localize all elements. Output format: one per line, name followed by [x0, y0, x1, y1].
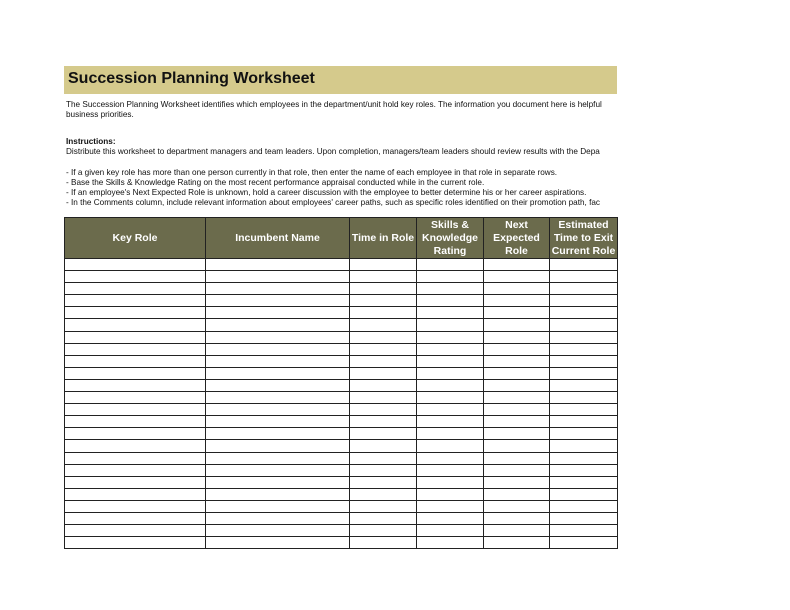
- table-row: [65, 500, 618, 512]
- intro-text: The Succession Planning Worksheet identifies which employees in the department/unit hold key roles. The information you document here is helpful: [66, 100, 602, 109]
- table-cell[interactable]: [417, 367, 484, 379]
- table-cell[interactable]: [65, 295, 206, 307]
- table-cell[interactable]: [484, 452, 550, 464]
- table-cell[interactable]: [350, 404, 417, 416]
- table-cell[interactable]: [417, 512, 484, 524]
- bullet: - If an employee's Next Expected Role is unknown, hold a career discussion with the employee to better determine his or her career aspirations.: [66, 188, 587, 197]
- table-cell[interactable]: [206, 343, 350, 355]
- title-bar: [64, 66, 617, 94]
- table-cell[interactable]: [350, 488, 417, 500]
- table-cell[interactable]: [417, 259, 484, 271]
- page-title: Succession Planning Worksheet: [68, 70, 315, 87]
- table-cell[interactable]: [550, 416, 618, 428]
- table-cell[interactable]: [550, 355, 618, 367]
- table-cell[interactable]: [550, 295, 618, 307]
- table-cell[interactable]: [550, 343, 618, 355]
- table-cell[interactable]: [484, 343, 550, 355]
- table-row: [65, 428, 618, 440]
- table-cell[interactable]: [206, 488, 350, 500]
- table-cell[interactable]: [550, 259, 618, 271]
- table-cell[interactable]: [350, 259, 417, 271]
- table-row: [65, 379, 618, 391]
- table-cell[interactable]: [550, 452, 618, 464]
- table-cell[interactable]: [484, 392, 550, 404]
- table-cell[interactable]: [550, 476, 618, 488]
- table-cell[interactable]: [484, 464, 550, 476]
- table-cell[interactable]: [206, 379, 350, 391]
- table-cell[interactable]: [484, 476, 550, 488]
- table-cell[interactable]: [417, 500, 484, 512]
- table-cell[interactable]: [350, 476, 417, 488]
- table-cell[interactable]: [417, 537, 484, 549]
- table-cell[interactable]: [206, 537, 350, 549]
- succession-table: [64, 217, 618, 549]
- col-incumbent-name: Incumbent Name: [206, 218, 350, 259]
- table-cell[interactable]: [350, 464, 417, 476]
- table-cell[interactable]: [484, 379, 550, 391]
- table-row: [65, 343, 618, 355]
- table-cell[interactable]: [417, 295, 484, 307]
- table-cell[interactable]: [65, 367, 206, 379]
- table-cell[interactable]: [206, 464, 350, 476]
- table-row: [65, 295, 618, 307]
- table-row: [65, 416, 618, 428]
- table-cell[interactable]: [206, 271, 350, 283]
- table-cell[interactable]: [550, 464, 618, 476]
- table-cell[interactable]: [206, 428, 350, 440]
- table-cell[interactable]: [65, 283, 206, 295]
- table-cell[interactable]: [417, 343, 484, 355]
- table-cell[interactable]: [550, 283, 618, 295]
- table-row: [65, 259, 618, 271]
- table-cell[interactable]: [206, 259, 350, 271]
- table-cell[interactable]: [206, 525, 350, 537]
- table-cell[interactable]: [417, 392, 484, 404]
- table-row: [65, 355, 618, 367]
- table-cell[interactable]: [550, 404, 618, 416]
- table-cell[interactable]: [417, 331, 484, 343]
- table-cell[interactable]: [417, 416, 484, 428]
- table-cell[interactable]: [206, 355, 350, 367]
- col-skills-rating: Skills & Knowledge Rating: [417, 218, 484, 259]
- table-cell[interactable]: [206, 452, 350, 464]
- table-cell[interactable]: [206, 416, 350, 428]
- table-cell[interactable]: [550, 271, 618, 283]
- table-cell[interactable]: [484, 440, 550, 452]
- table-cell[interactable]: [206, 476, 350, 488]
- table-row: [65, 319, 618, 331]
- instructions-heading: Instructions:: [66, 137, 116, 146]
- table-cell[interactable]: [417, 283, 484, 295]
- table-cell[interactable]: [65, 488, 206, 500]
- intro-text-2: business priorities.: [66, 110, 134, 119]
- table-cell[interactable]: [65, 331, 206, 343]
- table-cell[interactable]: [350, 295, 417, 307]
- table-cell[interactable]: [550, 525, 618, 537]
- table-cell[interactable]: [65, 319, 206, 331]
- table-cell[interactable]: [206, 319, 350, 331]
- table-cell[interactable]: [484, 428, 550, 440]
- table-cell[interactable]: [417, 452, 484, 464]
- table-cell[interactable]: [550, 319, 618, 331]
- table-cell[interactable]: [484, 367, 550, 379]
- table-cell[interactable]: [350, 367, 417, 379]
- table-row: [65, 367, 618, 379]
- table-cell[interactable]: [206, 404, 350, 416]
- table-row: [65, 271, 618, 283]
- table-cell[interactable]: [550, 392, 618, 404]
- table-cell[interactable]: [484, 271, 550, 283]
- table-cell[interactable]: [550, 428, 618, 440]
- table-cell[interactable]: [350, 416, 417, 428]
- table-cell[interactable]: [350, 440, 417, 452]
- table-cell[interactable]: [65, 452, 206, 464]
- table-cell[interactable]: [206, 307, 350, 319]
- table-cell[interactable]: [550, 512, 618, 524]
- table-cell[interactable]: [484, 331, 550, 343]
- bullet: - In the Comments column, include relevant information about employees' career paths, such as specific roles identified on their promotion path, fac: [66, 198, 601, 207]
- table-cell[interactable]: [417, 464, 484, 476]
- table-cell[interactable]: [550, 537, 618, 549]
- table-cell[interactable]: [484, 283, 550, 295]
- table-cell[interactable]: [350, 343, 417, 355]
- table-cell[interactable]: [206, 440, 350, 452]
- table-cell[interactable]: [417, 307, 484, 319]
- table-cell[interactable]: [65, 440, 206, 452]
- table-cell[interactable]: [417, 488, 484, 500]
- table-cell[interactable]: [65, 416, 206, 428]
- table-cell[interactable]: [417, 476, 484, 488]
- table-cell[interactable]: [484, 500, 550, 512]
- table-cell[interactable]: [350, 307, 417, 319]
- table-cell[interactable]: [484, 404, 550, 416]
- table-cell[interactable]: [206, 512, 350, 524]
- table-cell[interactable]: [65, 525, 206, 537]
- table-cell[interactable]: [550, 500, 618, 512]
- table-row: [65, 476, 618, 488]
- instructions-text: Distribute this worksheet to department managers and team leaders. Upon completion, managers/team leaders should review results with the Depa: [66, 147, 600, 156]
- table-cell[interactable]: [350, 537, 417, 549]
- table-cell[interactable]: [65, 392, 206, 404]
- table-row: [65, 512, 618, 524]
- table-cell[interactable]: [350, 428, 417, 440]
- table-cell[interactable]: [350, 379, 417, 391]
- table-cell[interactable]: [350, 525, 417, 537]
- table-cell[interactable]: [417, 525, 484, 537]
- table-row: [65, 331, 618, 343]
- table-cell[interactable]: [65, 512, 206, 524]
- table-row: [65, 464, 618, 476]
- table-cell[interactable]: [65, 343, 206, 355]
- table-cell[interactable]: [417, 440, 484, 452]
- header-row: [65, 218, 618, 259]
- table-cell[interactable]: [484, 525, 550, 537]
- table-cell[interactable]: [484, 307, 550, 319]
- table-cell[interactable]: [550, 307, 618, 319]
- table-row: [65, 283, 618, 295]
- table-cell[interactable]: [65, 537, 206, 549]
- table-cell[interactable]: [65, 428, 206, 440]
- table-cell[interactable]: [417, 319, 484, 331]
- table-cell[interactable]: [206, 283, 350, 295]
- table-row: [65, 525, 618, 537]
- table-cell[interactable]: [550, 331, 618, 343]
- table-cell[interactable]: [417, 404, 484, 416]
- table-cell[interactable]: [350, 500, 417, 512]
- table-row: [65, 537, 618, 549]
- table-cell[interactable]: [65, 379, 206, 391]
- table-cell[interactable]: [550, 440, 618, 452]
- col-key-role: Key Role: [65, 218, 206, 259]
- table-cell[interactable]: [550, 488, 618, 500]
- table-cell[interactable]: [65, 476, 206, 488]
- table-cell[interactable]: [65, 404, 206, 416]
- table-cell[interactable]: [550, 379, 618, 391]
- col-time-in-role: Time in Role: [350, 218, 417, 259]
- table-cell[interactable]: [65, 259, 206, 271]
- table-cell[interactable]: [206, 295, 350, 307]
- table-row: [65, 440, 618, 452]
- table-cell[interactable]: [350, 331, 417, 343]
- col-exit-time: Estimated Time to Exit Current Role: [550, 218, 618, 259]
- table-row: [65, 404, 618, 416]
- bullet: - Base the Skills & Knowledge Rating on the most recent performance appraisal conducted while in the current role.: [66, 178, 485, 187]
- table-cell[interactable]: [65, 464, 206, 476]
- table-cell[interactable]: [417, 379, 484, 391]
- table-cell[interactable]: [484, 537, 550, 549]
- table-row: [65, 452, 618, 464]
- table-cell[interactable]: [350, 319, 417, 331]
- table-cell[interactable]: [65, 500, 206, 512]
- table-cell[interactable]: [206, 392, 350, 404]
- table-cell[interactable]: [350, 271, 417, 283]
- table-cell[interactable]: [350, 355, 417, 367]
- table-cell[interactable]: [417, 271, 484, 283]
- table-cell[interactable]: [350, 392, 417, 404]
- table-row: [65, 307, 618, 319]
- table-cell[interactable]: [206, 367, 350, 379]
- table-row: [65, 488, 618, 500]
- table-cell[interactable]: [484, 512, 550, 524]
- table-cell[interactable]: [484, 416, 550, 428]
- table-cell[interactable]: [206, 500, 350, 512]
- table-cell[interactable]: [484, 319, 550, 331]
- table-cell[interactable]: [484, 259, 550, 271]
- table-cell[interactable]: [417, 428, 484, 440]
- table-cell[interactable]: [65, 355, 206, 367]
- table-cell[interactable]: [350, 283, 417, 295]
- table-row: [65, 392, 618, 404]
- table-cell[interactable]: [550, 367, 618, 379]
- col-next-role: Next Expected Role: [484, 218, 550, 259]
- table-cell[interactable]: [417, 355, 484, 367]
- table-cell[interactable]: [484, 355, 550, 367]
- bullet: - If a given key role has more than one person currently in that role, then enter the name of each employee in that role in separate rows.: [66, 168, 558, 177]
- table-cell[interactable]: [484, 488, 550, 500]
- table-cell[interactable]: [65, 307, 206, 319]
- table-cell[interactable]: [484, 295, 550, 307]
- table-cell[interactable]: [350, 452, 417, 464]
- table-cell[interactable]: [65, 271, 206, 283]
- table-cell[interactable]: [206, 331, 350, 343]
- table-cell[interactable]: [350, 512, 417, 524]
